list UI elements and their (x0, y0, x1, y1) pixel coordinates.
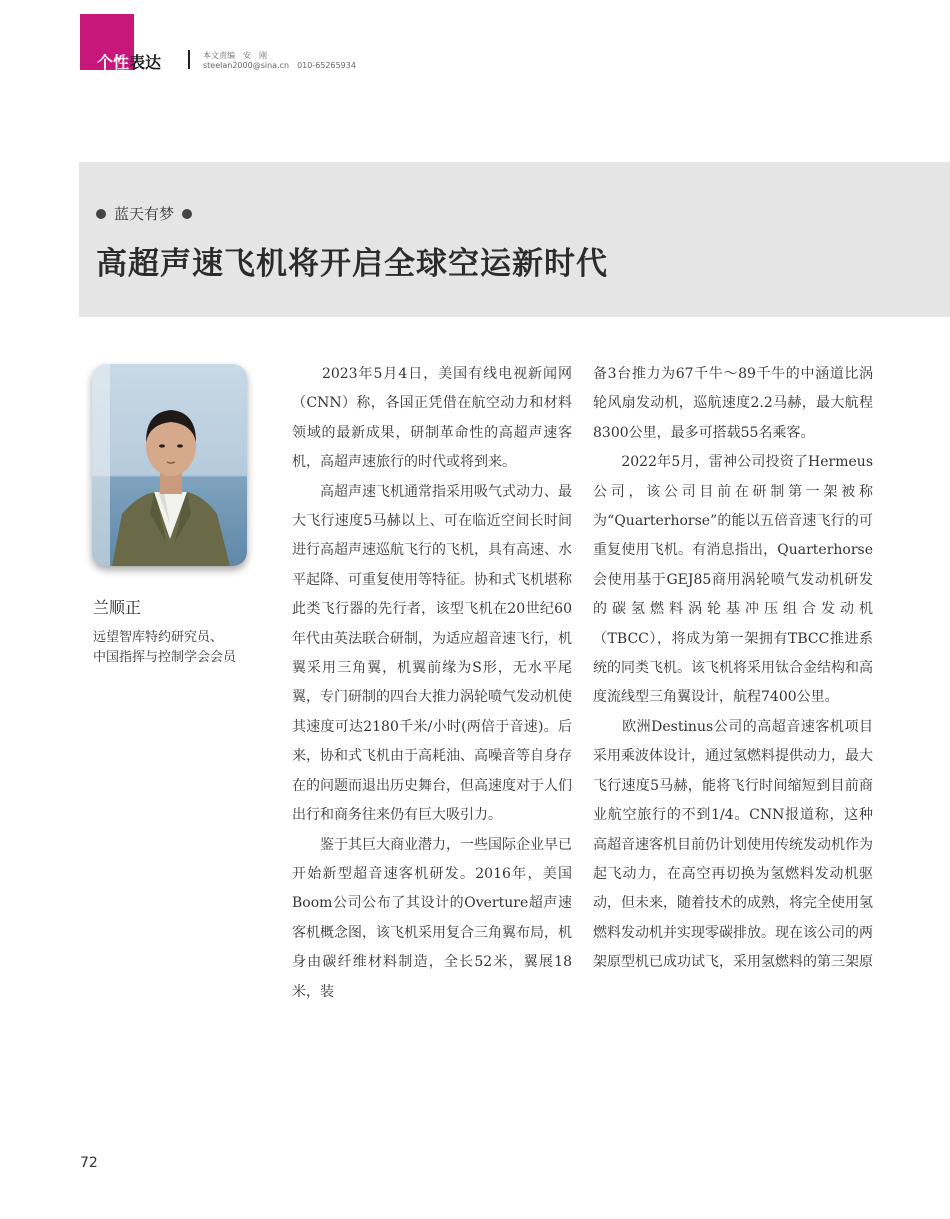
section-name-prefix: 个性 (97, 53, 130, 72)
section-name-suffix: 表达 (129, 53, 162, 72)
body-paragraph: 鉴于其巨大商业潜力，一些国际企业早已开始新型超音速客机研发。2016年，美国Boom公司公布了其设计的Overture超声速客机概念图，该飞机采用复合三角翼布局，机身由碳纤维材料制造，全长52米，翼展18米，装 (292, 836, 572, 1000)
portrait-image (92, 364, 247, 566)
body-column-1 (292, 360, 572, 1007)
masthead-divider (188, 50, 190, 69)
editor-credit: 本文责编 安 刚 (203, 51, 267, 60)
author-title-line1: 远望智库特约研究员、 (93, 630, 224, 645)
body-paragraph: 2023年5月4日，美国有线电视新闻网（CNN）称，各国正凭借在航空动力和材料领域的最新成果，研制革命性的高超声速客机，高超声速旅行的时代或将到来。 (292, 366, 572, 471)
editor-contact: steelan2000@sina.cn 010-65265934 (203, 61, 356, 70)
body-paragraph: 高超声速飞机通常指采用吸气式动力、最大飞行速度5马赫以上、可在临近空间长时间进行高超声速巡航飞行的飞机，具有高速、水平起降、可重复使用等特征。协和式飞机堪称此类飞行器的先行者，该型飞机在20世纪60年代由英法联合研制，为适应超音速飞行，机翼采用三角翼，机翼前缘为S形，无水平尾翼，专门研制的四台大推力涡轮喷气发动机使其速度可达2180千米/小时(两倍于音速)。后来，协和式飞机由于高耗油、高噪音等自身存在的问题而退出历史舞台，但高速度对于人们出行和商务往来仍有巨大吸引力。 (292, 483, 572, 824)
author-name: 兰顺正 (93, 598, 142, 617)
page-number: 72 (80, 1155, 98, 1171)
section-name (97, 50, 161, 73)
author-portrait (92, 364, 247, 566)
bullet-dot-icon (96, 209, 106, 219)
body-column-2 (593, 360, 873, 978)
body-paragraph: 2022年5月，雷神公司投资了Hermeus公司，该公司目前在研制第一架被称为“Quarterhorse”的能以五倍音速飞行的可重复使用飞机。有消息指出，Quarterhorse会使用基于GEJ85商用涡轮喷气发动机研发的碳氢燃料涡轮基冲压组合发动机（TBCC），将成为第一架拥有TBCC推进系统的同类飞机。该飞机将采用钛合金结构和高度流线型三角翼设计，航程7400公里。 (593, 454, 873, 706)
bullet-dot-icon (182, 209, 192, 219)
body-paragraph: 备3台推力为67千牛～89千牛的中涵道比涡轮风扇发动机，巡航速度2.2马赫，最大航程8300公里，最多可搭载55名乘客。 (593, 366, 873, 441)
author-title-line2: 中国指挥与控制学会会员 (93, 650, 237, 665)
column-kicker (96, 203, 192, 224)
column-name: 蓝天有梦 (114, 205, 175, 223)
article-title: 高超声速飞机将开启全球空运新时代 (96, 246, 608, 282)
body-paragraph: 欧洲Destinus公司的高超音速客机项目采用乘波体设计，通过氢燃料提供动力，最大飞行速度5马赫，能将飞行时间缩短到目前商业航空旅行的不到1/4。CNN报道称，这种高超音速客机目前仍计划使用传统发动机作为起飞动力，在高空再切换为氢燃料发动机驱动，但未来，随着技术的成熟，将完全使用氢燃料发动机并实现零碳排放。现在该公司的两架原型机已成功试飞，采用氢燃料的第三架原 (593, 718, 873, 971)
